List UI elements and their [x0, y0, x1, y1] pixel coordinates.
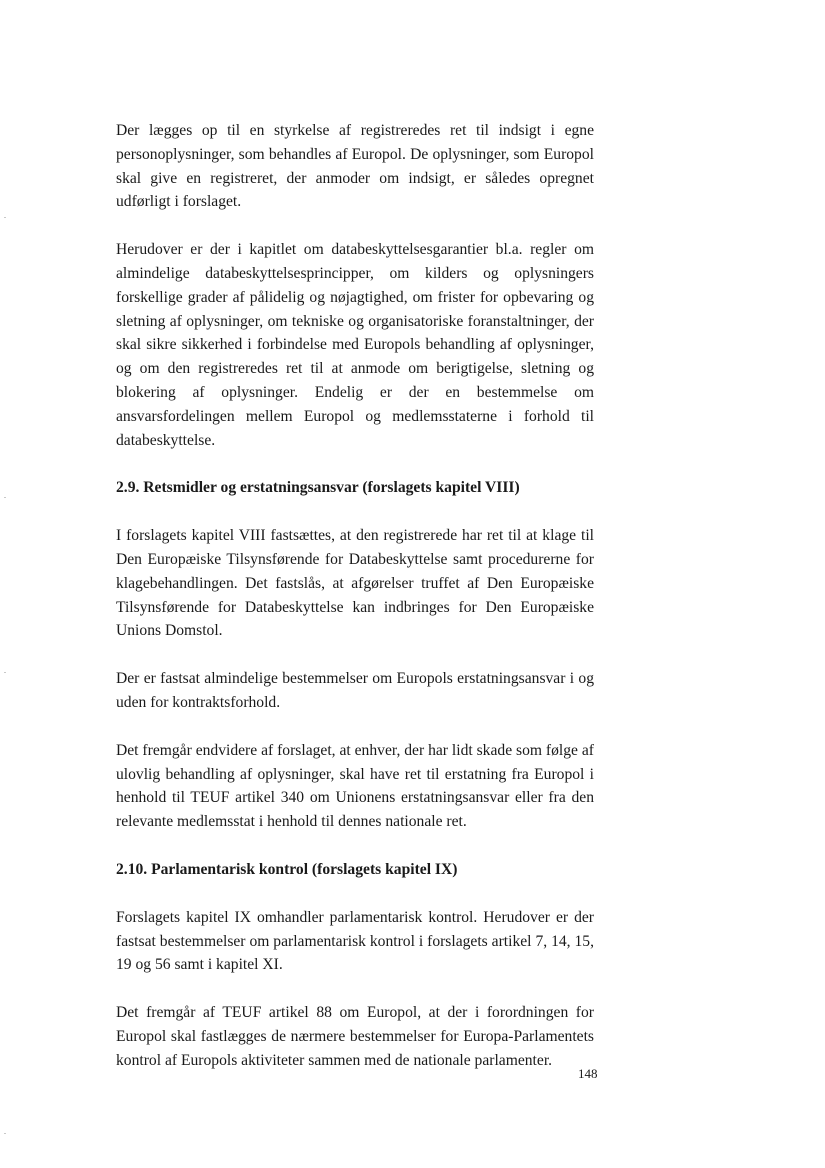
- paragraph-kapitel-viii: I forslagets kapitel VIII fastsættes, at den registrerede har ret til at klage til Den Europæiske Tilsynsførende for Databeskyttelse samt procedurerne for klagebehandlingen. Det fastslås, at afgørelser truffet af Den Europæiske Tilsynsførende for Databeskyttelse kan indbringes for Den Europæiske Unions Domstol.: [116, 527, 594, 640]
- paragraph-kapitel-ix: Forslagets kapitel IX omhandler parlamentarisk kontrol. Herudover er der fastsat bestemmelser om parlamentarisk kontrol i forslagets artikel 7, 14, 15, 19 og 56 samt i kapitel XI.: [116, 908, 594, 974]
- paragraph-erstatningsansvar: Der er fastsat almindelige bestemmelser om Europols erstatningsansvar i og uden for kontraktsforhold.: [116, 670, 594, 711]
- page-number: 148: [578, 1066, 598, 1081]
- paragraph-teuf-88: Det fremgår af TEUF artikel 88 om Europol, at der i forordningen for Europol skal fastlægges de nærmere bestemmelser for Europa-Parlamentets kontrol af Europols aktiviteter sammen med de nationale parlamenter.: [116, 1004, 594, 1069]
- section-heading-2-10: 2.10. Parlamentarisk kontrol (forslagets kapitel IX): [116, 860, 458, 878]
- scan-mark: [4, 1133, 6, 1134]
- paragraph-skade: Det fremgår endvidere af forslaget, at enhver, der har lidt skade som følge af ulovlig behandling af oplysninger, skal have ret til erstatning fra Europol i henhold til TEUF artikel 340 om Unionens erstatningsansvar eller fra den relevante medlemsstat i henhold til dennes nationale ret.: [116, 741, 594, 831]
- scan-mark: [4, 217, 6, 218]
- section-heading-2-9: 2.9. Retsmidler og erstatningsansvar (forslagets kapitel VIII): [116, 479, 520, 497]
- paragraph-indsigt: Der lægges op til en styrkelse af registreredes ret til indsigt i egne personoplysninger, som behandles af Europol. De oplysninger, som Europol skal give en registreret, der anmoder om indsigt, er således opregnet udførligt i forslaget.: [116, 122, 594, 211]
- scan-mark: [4, 672, 6, 673]
- paragraph-databeskyttelsesgarantier: Herudover er der i kapitlet om databeskyttelsesgarantier bl.a. regler om almindelige databeskyttelsesprincipper, om kilders og oplysningers forskellige grader af pålidelig og nøjagtighed, om frister for opbevaring og sletning af oplysninger, om tekniske og organisatoriske foranstaltninger, der skal sikre sikkerhed i forbindelse med Europols behandling af oplysninger, og om den registreredes ret til at anmode om berigtigelse, sletning og blokering af oplysninger. Endelig er der en bestemmelse om ansvarsfordelingen mellem Europol og medlemsstaterne i forhold til databeskyttelse.: [116, 241, 594, 449]
- document-body: [116, 119, 594, 1073]
- scan-mark: [4, 497, 6, 498]
